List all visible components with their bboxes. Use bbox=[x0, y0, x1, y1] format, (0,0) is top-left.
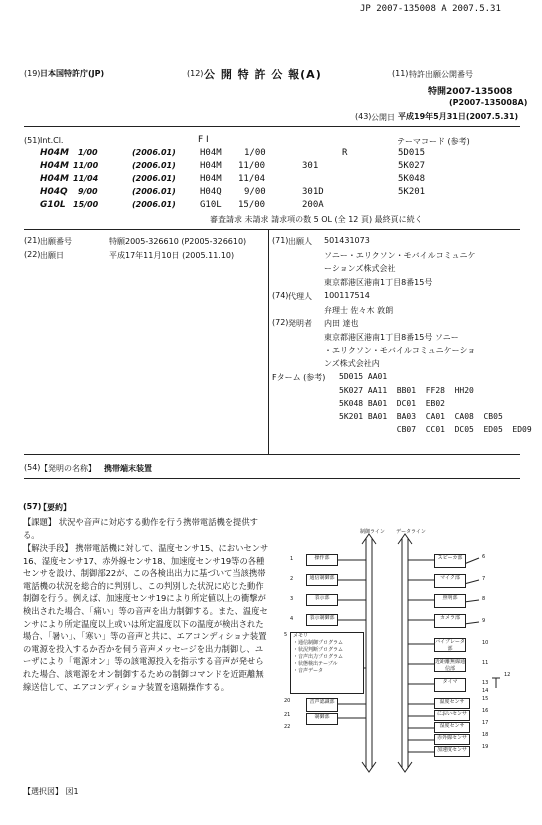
pubno-label: 特許出願公開番号 bbox=[409, 70, 473, 79]
fi-subclass: 1/00 bbox=[244, 148, 266, 158]
ref-number: 13 bbox=[482, 680, 489, 686]
fi-suffix: 301D bbox=[302, 187, 324, 197]
pubdate-code: (43) bbox=[355, 112, 372, 121]
odor-sensor-box: においセンサ bbox=[434, 710, 470, 721]
ipc-subclass: 9/00 bbox=[78, 187, 98, 196]
abstract-code: (57) bbox=[23, 502, 42, 511]
memory-item: ・音声出力プログラム bbox=[293, 654, 343, 660]
fi-suffix: 301 bbox=[302, 161, 319, 171]
memory-item: ・状況判断プログラム bbox=[293, 647, 343, 653]
display-control-box: 表示制御部 bbox=[306, 614, 338, 626]
operation-unit-box: 操作部 bbox=[306, 554, 338, 566]
abstract-label: 【要約】 bbox=[39, 503, 71, 512]
ref-number: 6 bbox=[482, 554, 486, 560]
applicant-id: 501431073 bbox=[324, 236, 370, 245]
ref-number: 4 bbox=[290, 616, 294, 622]
ipc-class: H04Q bbox=[40, 187, 68, 197]
ref-number: 20 bbox=[284, 698, 291, 704]
ref-number: 19 bbox=[482, 744, 489, 750]
patent-office: 日本国特許庁(JP) bbox=[40, 69, 105, 78]
ipc-class: G10L bbox=[40, 200, 66, 210]
theme-code: 5K201 bbox=[398, 187, 426, 197]
fi-label: F I bbox=[198, 135, 209, 145]
fi-subclass: 9/00 bbox=[244, 187, 266, 197]
theme-code: 5K027 bbox=[398, 161, 426, 171]
title-divider bbox=[24, 478, 520, 479]
memory-item: ・状態検出テーブル bbox=[293, 661, 338, 667]
column-divider bbox=[268, 229, 269, 455]
abstract-solution: 【解決手段】 携帯電話機に対して、温度センサ15、においセンサ16、湿度センサ17、赤外線センサ18、加速度センサ19等の各種センサを設け、制御部22が、この各検出出力に基づいて当該携帯電話機の状況を総合的に判別し、この判別した状況に応じた動作制御を行う。例えば、加速度センサ19により所定値以上の衝撃が検出された場合、「痛い」等の音声を出力制御する。また、温度センサにより所定温度以上或いは所定温度以下の温度が検出された場合、「暑い」、「寒い」等の音声と共に、エアコンディショナ装置の電源を投入するか否かを伺う音声メッセージを出力制御し、ユーザにより「電源オン」等の該電源投入を指示する音声が発せられた場合、該電源をオン制御するための制御コマンドを近距離無線送信して、エアコンディショナ装置を遠隔操作する。 bbox=[23, 543, 269, 692]
ref-number: 2 bbox=[290, 576, 294, 582]
selected-figure: 【選択図】 図1 bbox=[23, 787, 79, 796]
ipc-subclass: 1/00 bbox=[78, 148, 98, 157]
fi-suffix: R bbox=[342, 148, 348, 158]
fi-class: H04M bbox=[200, 148, 222, 158]
lighting-box: 照明部 bbox=[434, 594, 466, 608]
control-bus-label: 制御ライン bbox=[360, 529, 385, 535]
inventor-address-line: ンズ株式会社内 bbox=[324, 359, 380, 368]
applicant-name-line: ソニー・エリクソン・モバイルコミュニケ bbox=[324, 251, 476, 260]
ipc-date: (2006.01) bbox=[132, 148, 176, 157]
ref-number: 21 bbox=[284, 712, 291, 718]
ref-number: 17 bbox=[482, 720, 489, 726]
ref-number: 1 bbox=[290, 556, 294, 562]
examination-status: 審査請求 未請求 請求項の数 5 OL (全 12 頁) 最終頁に続く bbox=[210, 215, 423, 224]
comm-control-box: 通信制御部 bbox=[306, 574, 338, 586]
bus-arrow bbox=[398, 534, 412, 544]
temperature-sensor-box: 温度センサ bbox=[434, 698, 470, 709]
ref-number: 9 bbox=[482, 618, 486, 624]
fi-class: H04Q bbox=[200, 187, 222, 197]
fterm-row: 5K048 BA01 DC01 EB02 bbox=[339, 399, 445, 408]
fterm-row: 5K027 AA11 BB01 FF28 HH20 bbox=[339, 386, 474, 395]
ref-number: 5 bbox=[284, 632, 288, 638]
intcl-label: Int.Cl. bbox=[40, 136, 64, 145]
application-date: 平成17年11月10日 (2005.11.10) bbox=[109, 251, 235, 260]
applicant-code: (71) bbox=[272, 236, 289, 245]
office-code: (19) bbox=[24, 69, 41, 78]
memory-title: メモリ bbox=[293, 633, 309, 639]
ref-number: 18 bbox=[482, 732, 489, 738]
applicant-address: 東京都港区港南1丁目8番15号 bbox=[324, 278, 433, 287]
ipc-class: H04M bbox=[40, 148, 70, 158]
appno-code: (21) bbox=[24, 236, 41, 245]
vibrator-box: バイブレータ部 bbox=[435, 639, 465, 652]
humidity-sensor-box: 湿度センサ bbox=[434, 722, 470, 733]
ipc-list bbox=[40, 148, 180, 212]
display-unit-box: 表示部 bbox=[306, 594, 338, 606]
publication-number: 特開2007-135008 bbox=[428, 87, 513, 97]
ipc-subclass: 11/00 bbox=[73, 161, 99, 170]
intcl-code: (51) bbox=[24, 136, 41, 145]
classification-divider bbox=[24, 229, 520, 230]
speaker-box: スピーカ部 bbox=[434, 554, 466, 568]
parties-divider bbox=[24, 454, 520, 455]
inventor-address-line: ・エリクソン・モバイルコミュニケーショ bbox=[324, 346, 476, 355]
pubno-code: (11) bbox=[392, 69, 409, 78]
ipc-date: (2006.01) bbox=[132, 187, 176, 196]
fi-subclass: 11/00 bbox=[238, 161, 266, 171]
ref-number: 14 bbox=[482, 688, 489, 694]
ref-number: 11 bbox=[482, 660, 489, 666]
ipc-subclass: 11/04 bbox=[73, 174, 99, 183]
fi-list bbox=[200, 148, 520, 212]
ipc-date: (2006.01) bbox=[132, 200, 176, 209]
agent-name: 弁理士 佐々木 敦朗 bbox=[324, 306, 394, 315]
ref-number: 16 bbox=[482, 708, 489, 714]
appno-label: 出願番号 bbox=[40, 237, 72, 246]
bus-arrow bbox=[362, 534, 376, 544]
ipc-date: (2006.01) bbox=[132, 174, 176, 183]
top-publication-id: JP 2007-135008 A 2007.5.31 bbox=[360, 4, 501, 14]
data-bus-label: データライン bbox=[396, 529, 426, 535]
fterm-row: CB07 CC01 DC05 ED05 ED09 bbox=[339, 425, 532, 434]
memory-item: ・音声データ bbox=[293, 668, 324, 674]
inventor-address-line: 東京都港区港南1丁目8番15号 ソニー bbox=[324, 333, 459, 342]
invention-code: (54) bbox=[24, 463, 41, 472]
fi-class: G10L bbox=[200, 200, 222, 210]
doc-type-code: (12) bbox=[187, 69, 204, 78]
ref-number: 12 bbox=[504, 672, 511, 678]
infrared-sensor-box: 赤外線センサ bbox=[434, 734, 470, 745]
microphone-box: マイク部 bbox=[434, 574, 466, 588]
memory-item: ・通信制御プログラム bbox=[293, 640, 343, 646]
ipc-class: H04M bbox=[40, 174, 70, 184]
ipc-date: (2006.01) bbox=[132, 161, 176, 170]
appdate-label: 出願日 bbox=[40, 251, 64, 260]
acceleration-sensor-box: 加速度センサ bbox=[434, 746, 470, 757]
theme-code: 5K048 bbox=[398, 174, 426, 184]
inventor-name: 内田 達也 bbox=[324, 319, 359, 328]
invention-title: 携帯端末装置 bbox=[104, 464, 152, 473]
block-diagram-figure bbox=[284, 528, 534, 778]
agent-code: (74) bbox=[272, 291, 289, 300]
fi-class: H04M bbox=[200, 161, 222, 171]
ref-number: 8 bbox=[482, 596, 486, 602]
invention-label: 【発明の名称】 bbox=[40, 464, 96, 473]
ref-number: 22 bbox=[284, 724, 291, 730]
ref-number: 3 bbox=[290, 596, 294, 602]
pubdate-label: 公開日 bbox=[371, 113, 395, 122]
publication-number-alt: (P2007-135008A) bbox=[449, 98, 528, 107]
applicant-name-line: ーションズ株式会社 bbox=[324, 264, 396, 273]
memory-box bbox=[290, 632, 364, 694]
bus-arrow bbox=[398, 762, 412, 772]
timer-box: タイマ bbox=[434, 678, 466, 692]
ref-number: 7 bbox=[482, 576, 486, 582]
fi-class: H04M bbox=[200, 174, 222, 184]
application-number: 特願2005-326610 (P2005-326610) bbox=[109, 237, 247, 246]
theme-code: 5D015 bbox=[398, 148, 426, 158]
fterm-label: Fターム (参考) bbox=[272, 373, 326, 382]
fi-subclass: 11/04 bbox=[238, 174, 266, 184]
fi-suffix: 200A bbox=[302, 200, 324, 210]
control-unit-box: 制御部 bbox=[306, 713, 338, 725]
publication-date: 平成19年5月31日(2007.5.31) bbox=[398, 112, 519, 121]
fterm-row: 5D015 AA01 bbox=[339, 372, 388, 381]
bus-arrow bbox=[362, 762, 376, 772]
applicant-label: 出願人 bbox=[288, 237, 312, 246]
inventor-code: (72) bbox=[272, 318, 289, 327]
theme-label: テーマコード (参考) bbox=[397, 137, 470, 146]
doc-type-title: 公 開 特 許 公 報(A) bbox=[204, 68, 322, 81]
appdate-code: (22) bbox=[24, 250, 41, 259]
ipc-subclass: 15/00 bbox=[73, 200, 99, 209]
agent-label: 代理人 bbox=[288, 292, 312, 301]
inventor-label: 発明者 bbox=[288, 319, 312, 328]
header-divider bbox=[24, 126, 520, 127]
ref-number: 15 bbox=[482, 696, 489, 702]
fterm-row: 5K201 BA01 BA03 CA01 CA08 CB05 bbox=[339, 412, 503, 421]
voice-recognition-box: 音声認識部 bbox=[306, 698, 338, 712]
camera-box: カメラ部 bbox=[434, 614, 466, 628]
ipc-class: H04M bbox=[40, 161, 70, 171]
short-range-radio-box: 近距離無線通信部 bbox=[435, 659, 466, 672]
agent-id: 100117514 bbox=[324, 291, 370, 300]
abstract-problem: 【課題】 状況や音声に対応する動作を行う携帯電話機を提供する。 bbox=[23, 517, 258, 540]
fi-subclass: 15/00 bbox=[238, 200, 266, 210]
ref-number: 10 bbox=[482, 640, 489, 646]
